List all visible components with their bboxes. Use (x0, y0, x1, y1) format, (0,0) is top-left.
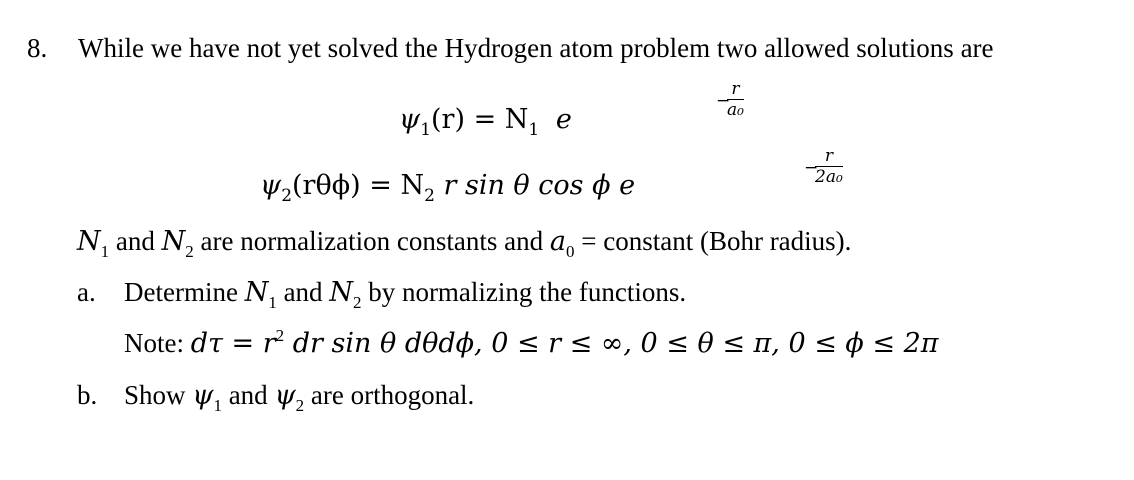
eq1-exponent (716, 79, 744, 120)
eq2-exponent (804, 146, 843, 187)
eq1-psi: ψ (399, 104, 421, 135)
part-b-psi2: ψ (274, 380, 296, 411)
eq2-psi-sub: 2 (281, 186, 293, 206)
def-a: a (549, 226, 566, 257)
part-a-text (124, 276, 686, 312)
eq2-exp-den: 2a₀ (815, 167, 843, 187)
def-n1: N (77, 226, 101, 257)
def-text: are normalization constants and (193, 226, 550, 256)
def-and: and (109, 226, 162, 256)
note-math-2: dr sin θ dθdϕ, 0 ≤ r ≤ ∞, 0 ≤ θ ≤ π, 0 ≤ ϕ ≤ 2π (284, 328, 939, 359)
eq1-n-sub: 1 (528, 120, 540, 140)
part-a-n2: N (329, 277, 353, 308)
note-sup: 2 (275, 326, 285, 345)
eq2-arg: (rθϕ) = N (292, 170, 425, 201)
eq2-psi: ψ (260, 170, 282, 201)
problem-intro: While we have not yet solved the Hydrogen atom problem two allowed solutions are (78, 33, 994, 63)
eq1-exp-sign: − (716, 91, 731, 111)
part-b-label: b. (77, 380, 98, 410)
part-b-text (124, 379, 474, 415)
part-a-t2: and (276, 277, 330, 307)
def-n2-sub: 2 (185, 242, 194, 261)
problem-number: 8. (27, 33, 48, 63)
note-line (124, 327, 939, 363)
eq1-exp-num: r (727, 80, 744, 100)
note-math-1: dτ = r (190, 328, 276, 359)
part-a-t3: by normalizing the functions. (361, 277, 687, 307)
part-a-n1: N (244, 277, 269, 308)
part-b-psi1-sub: 1 (213, 396, 222, 415)
eq1-base: e (555, 104, 572, 135)
part-a-n2-sub: 2 (352, 293, 362, 312)
part-a-n1-sub: 1 (268, 293, 277, 312)
part-b-psi2-sub: 2 (295, 396, 305, 415)
eq1-arg: (r) = N (431, 104, 529, 135)
eq1-exp-den: a₀ (727, 100, 744, 120)
def-eq: = (574, 226, 604, 256)
eq2-exp-num: r (815, 147, 843, 167)
eq1-psi-sub: 1 (420, 120, 432, 140)
def-a-sub: 0 (565, 242, 575, 261)
note-label: Note: (124, 328, 191, 358)
part-b-t1: Show (124, 380, 193, 410)
part-b-t2: and (221, 380, 275, 410)
part-a-label: a. (77, 277, 96, 307)
eq2-n-sub: 2 (424, 186, 435, 206)
equation-psi1 (399, 104, 572, 139)
part-a-t1: Determine (124, 277, 245, 307)
equation-psi2 (260, 170, 635, 205)
part-b-t3: are orthogonal. (304, 380, 475, 410)
def-tail: constant (Bohr radius). (603, 226, 852, 256)
eq2-exp-sign: − (804, 158, 819, 178)
definition-line (77, 225, 851, 261)
part-b-psi1: ψ (192, 380, 214, 411)
def-n2: N (161, 226, 186, 257)
eq2-rest: r sin θ cos ϕ e (434, 170, 636, 201)
def-n1-sub: 1 (100, 242, 110, 261)
